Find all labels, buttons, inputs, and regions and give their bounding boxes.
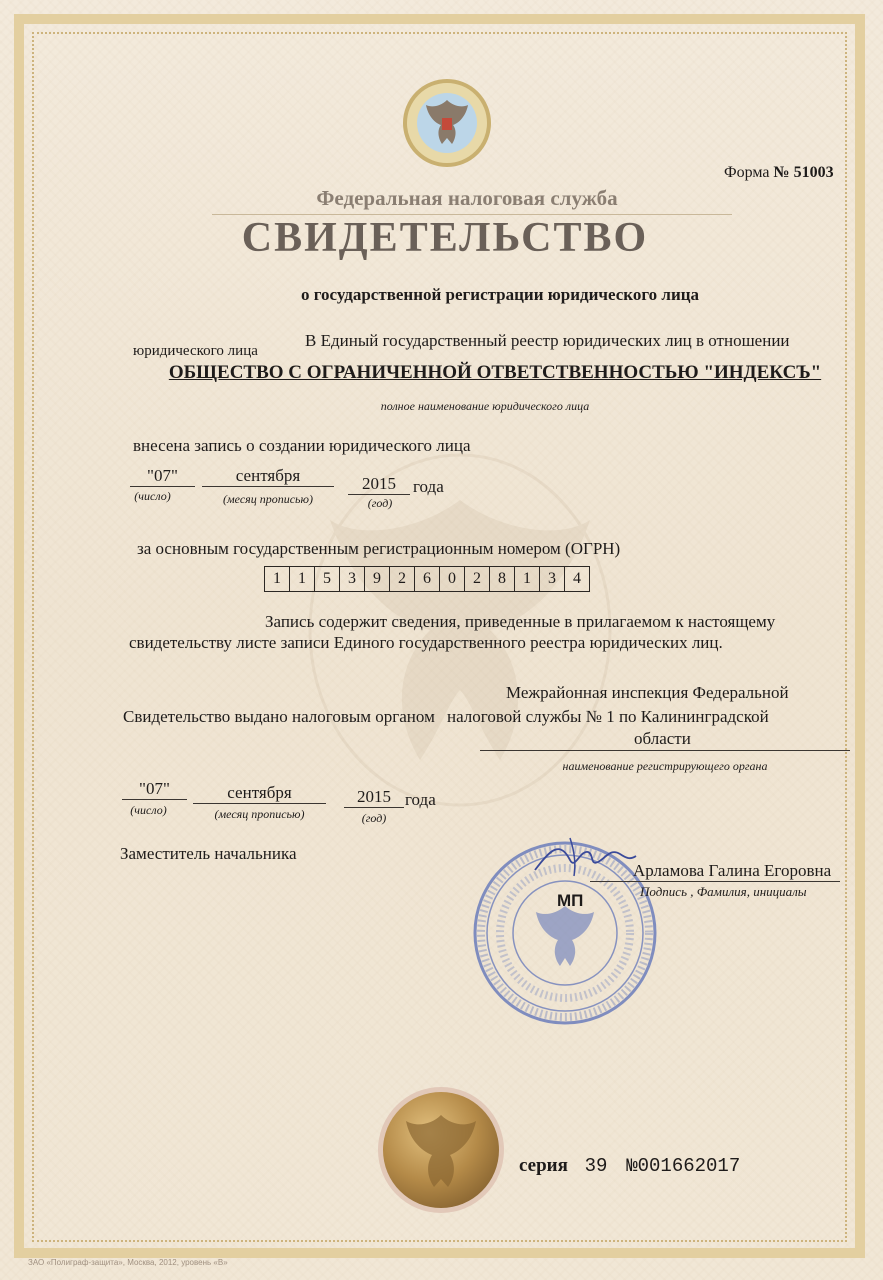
ogrn-digit: 2	[389, 566, 415, 592]
record-info-line-1: Запись содержит сведения, приведенные в прилагаемом к настоящему	[265, 612, 776, 631]
ogrn-label: за основным государственным регистрационным номером (ОГРН)	[137, 539, 621, 558]
signature-underline	[590, 881, 840, 882]
issue-year-caption: (год)	[361, 811, 387, 825]
issue-day-caption: (число)	[130, 803, 167, 817]
creation-month-caption: (месяц прописью)	[223, 492, 313, 506]
stamp-place-label: МП	[557, 891, 584, 910]
document-title: СВИДЕТЕЛЬСТВО	[241, 215, 649, 261]
ogrn-digit: 2	[464, 566, 490, 592]
issue-day: "07"	[122, 779, 187, 800]
ogrn-digit: 0	[439, 566, 465, 592]
record-statement: внесена запись о создании юридического лица	[133, 436, 471, 455]
issuer-underline	[480, 750, 850, 751]
ogrn-digit: 9	[364, 566, 390, 592]
blank-series	[519, 1155, 740, 1177]
intro-line-2: юридического лица	[133, 343, 258, 359]
issued-by-prefix: Свидетельство выдано налоговым органом	[123, 707, 435, 726]
ogrn-number	[265, 566, 590, 592]
creation-day-caption: (число)	[134, 489, 171, 503]
ogrn-digit: 5	[314, 566, 340, 592]
ogrn-digit: 3	[539, 566, 565, 592]
ogrn-digit: 6	[414, 566, 440, 592]
coat-of-arms-emblem	[398, 78, 496, 168]
issuer-caption: наименование регистрирующего органа	[562, 759, 768, 773]
series-value: 39	[584, 1155, 608, 1177]
creation-month: сентября	[202, 466, 334, 487]
creation-year: 2015	[348, 474, 410, 495]
creation-year-caption: (год)	[367, 496, 393, 510]
printer-footer: ЗАО «Полиграф-защита», Москва, 2012, уровень «В»	[28, 1258, 228, 1267]
signature-caption: Подпись , Фамилия, инициалы	[640, 884, 807, 899]
record-info-line-2: свидетельству листе записи Единого государственного реестра юридических лиц.	[129, 633, 723, 652]
official-name: Арламова Галина Егоровна	[633, 861, 832, 880]
intro-line-1: В Единый государственный реестр юридических лиц в отношении	[305, 331, 790, 350]
issuer-name-line-2: налоговой службы № 1 по Калининградской	[447, 707, 769, 726]
organization-name: ОБЩЕСТВО С ОГРАНИЧЕННОЙ ОТВЕТСТВЕННОСТЬЮ "ИНДЕКСЪ"	[168, 362, 822, 383]
ogrn-digit: 1	[289, 566, 315, 592]
issue-year: 2015	[344, 787, 404, 808]
ogrn-digit: 1	[264, 566, 290, 592]
ogrn-digit: 3	[339, 566, 365, 592]
issuer-header: Федеральная налоговая служба	[316, 186, 618, 210]
ogrn-digit: 4	[564, 566, 590, 592]
ogrn-digit: 1	[514, 566, 540, 592]
creation-day: "07"	[130, 466, 195, 487]
issuer-name-line-1: Межрайонная инспекция Федеральной	[506, 683, 789, 702]
serial-number: №001662017	[626, 1155, 741, 1177]
form-number: Форма № 51003	[724, 164, 834, 181]
signature	[530, 830, 640, 880]
official-position: Заместитель начальника	[120, 844, 297, 863]
series-label: серия	[519, 1155, 568, 1176]
gold-seal	[376, 1085, 506, 1215]
issue-month-caption: (месяц прописью)	[214, 807, 305, 821]
ogrn-digit: 8	[489, 566, 515, 592]
issuer-name-line-3: области	[634, 729, 691, 748]
creation-year-suffix: года	[413, 477, 444, 496]
organization-name-caption: полное наименование юридического лица	[380, 399, 590, 413]
issue-year-suffix: года	[405, 790, 436, 809]
issue-month: сентября	[193, 783, 326, 804]
document-subtitle: о государственной регистрации юридического лица	[300, 285, 700, 304]
